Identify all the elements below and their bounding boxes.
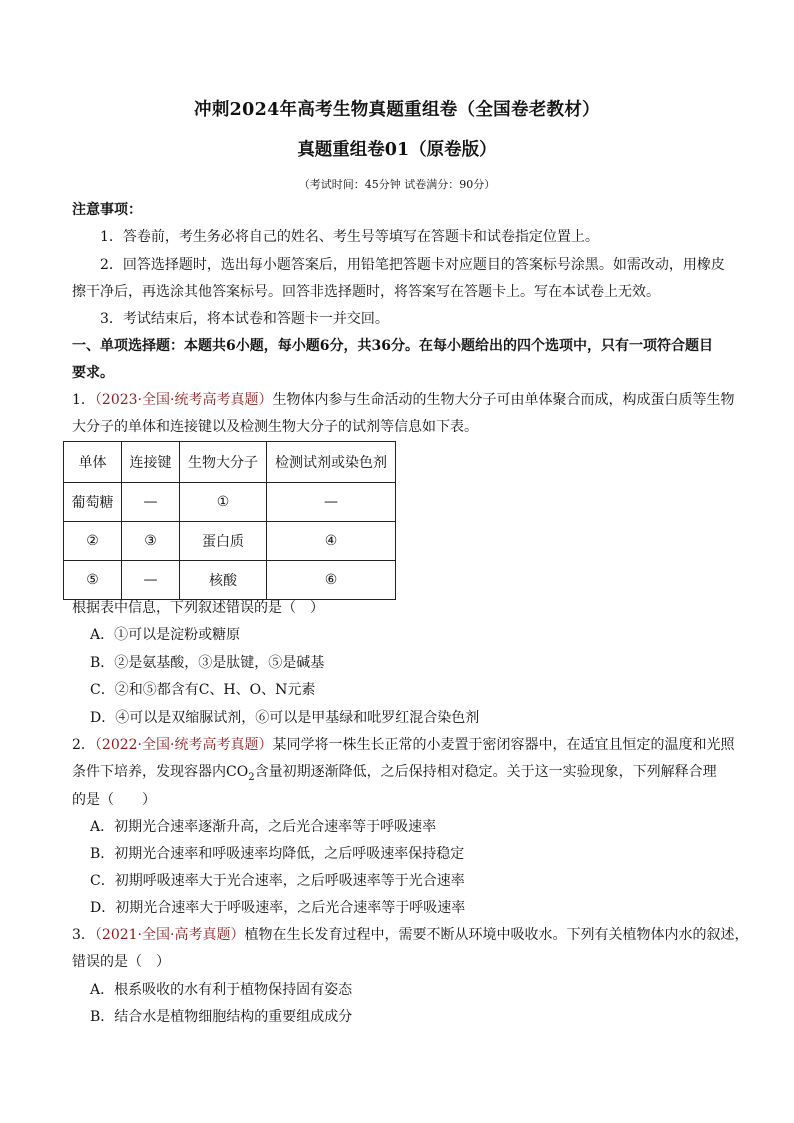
question-1-option-b: B．②是氨基酸，③是肽键，⑤是碱基 bbox=[90, 655, 325, 671]
question-number: 2． bbox=[72, 737, 95, 753]
table-cell: 核酸 bbox=[180, 561, 267, 600]
table-row bbox=[64, 561, 396, 600]
table-header-row bbox=[64, 442, 396, 483]
question-2-option-c: C．初期呼吸速率大于光合速率，之后呼吸速率等于光合速率 bbox=[90, 873, 465, 889]
table-row bbox=[64, 522, 396, 561]
question-2-option-a: A．初期光合速率逐渐升高，之后光合速率等于呼吸速率 bbox=[90, 819, 437, 835]
table-header-cell: 连接键 bbox=[122, 442, 180, 483]
question-1-option-c: C．②和⑤都含有C、H、O、N元素 bbox=[90, 682, 316, 698]
note-item-2-cont: 擦干净后，再选涂其他答案标号。回答非选择题时，将答案写在答题卡上。写在本试卷上无效。 bbox=[72, 284, 660, 300]
table-row bbox=[64, 483, 396, 522]
question-1-option-a: A．①可以是淀粉或糖原 bbox=[90, 627, 241, 643]
biomolecule-table bbox=[63, 441, 396, 600]
exam-subtitle: 真题重组卷01（原卷版） bbox=[297, 140, 497, 160]
question-text: 条件下培养，发现容器内CO bbox=[72, 764, 249, 780]
question-source: （2021·全国·高考真题） bbox=[94, 927, 245, 943]
table-cell: ④ bbox=[267, 522, 396, 561]
question-3-stem bbox=[72, 926, 748, 944]
table-cell: — bbox=[122, 483, 180, 522]
section-heading-cont: 要求。 bbox=[72, 365, 114, 381]
exam-info: （考试时间：45分钟 试卷满分：90分） bbox=[298, 178, 496, 191]
notes-heading: 注意事项： bbox=[72, 202, 142, 218]
question-2-stem bbox=[72, 736, 734, 754]
table-cell: ⑤ bbox=[64, 561, 122, 600]
table-cell: ② bbox=[64, 522, 122, 561]
note-item-1: 1．答卷前，考生务必将自己的姓名、考生号等填写在答题卡和试卷指定位置上。 bbox=[100, 229, 599, 245]
table-cell: ③ bbox=[122, 522, 180, 561]
question-text: 生物体内参与生命活动的生物大分子可由单体聚合而成，构成蛋白质等生物 bbox=[272, 392, 735, 408]
table-header-cell: 单体 bbox=[64, 442, 122, 483]
question-1-stem-cont: 大分子的单体和连接键以及检测生物大分子的试剂等信息如下表。 bbox=[72, 419, 478, 435]
question-3-option-a: A．根系吸收的水有利于植物保持固有姿态 bbox=[90, 982, 353, 998]
question-2-option-b: B．初期光合速率和呼吸速率均降低，之后呼吸速率保持稳定 bbox=[90, 846, 465, 862]
table-cell: — bbox=[122, 561, 180, 600]
exam-title: 冲刺2024年高考生物真题重组卷（全国卷老教材） bbox=[194, 100, 600, 120]
note-item-2: 2．回答选择题时，选出每小题答案后，用铅笔把答题卡对应题目的答案标号涂黑。如需改动，用橡皮 bbox=[100, 257, 725, 273]
question-number: 3． bbox=[72, 927, 95, 943]
question-text: 植物在生长发育过程中，需要不断从环境中吸收水。下列有关植物体内水的叙述， bbox=[244, 927, 749, 943]
question-2-option-d: D．初期光合速率大于呼吸速率，之后光合速率等于呼吸速率 bbox=[90, 900, 466, 916]
question-1-option-d: D．④可以是双缩脲试剂，⑥可以是甲基绿和吡罗红混合染色剂 bbox=[90, 710, 480, 726]
question-source: （2022·全国·统考高考真题） bbox=[94, 737, 273, 753]
table-cell: ⑥ bbox=[267, 561, 396, 600]
table-cell: 葡萄糖 bbox=[64, 483, 122, 522]
table-cell: 蛋白质 bbox=[180, 522, 267, 561]
question-3-stem-cont: 错误的是（ ） bbox=[72, 954, 170, 970]
table-cell: — bbox=[267, 483, 396, 522]
table-header-cell: 检测试剂或染色剂 bbox=[267, 442, 396, 483]
table-header-cell: 生物大分子 bbox=[180, 442, 267, 483]
section-heading: 一、单项选择题：本题共6小题，每小题6分，共36分。在每小题给出的四个选项中，只有一项符合题目 bbox=[72, 338, 713, 354]
question-2-stem-end: 的是（ ） bbox=[72, 792, 156, 808]
question-1-stem bbox=[72, 391, 734, 409]
question-2-stem-cont bbox=[72, 763, 717, 787]
question-text: 某同学将一株生长正常的小麦置于密闭容器中，在适宜且恒定的温度和光照 bbox=[272, 737, 735, 753]
question-3-option-b: B．结合水是植物细胞结构的重要组成成分 bbox=[90, 1009, 353, 1025]
question-text: 含量初期逐渐降低，之后保持相对稳定。关于这一实验现象，下列解释合理 bbox=[254, 764, 717, 780]
question-1-prompt: 根据表中信息，下列叙述错误的是（ ） bbox=[72, 600, 324, 616]
note-item-3: 3．考试结束后，将本试卷和答题卡一并交回。 bbox=[100, 311, 389, 327]
question-number: 1． bbox=[72, 392, 95, 408]
question-source: （2023·全国·统考高考真题） bbox=[94, 392, 273, 408]
subscript: 2 bbox=[248, 771, 255, 783]
table-cell: ① bbox=[180, 483, 267, 522]
